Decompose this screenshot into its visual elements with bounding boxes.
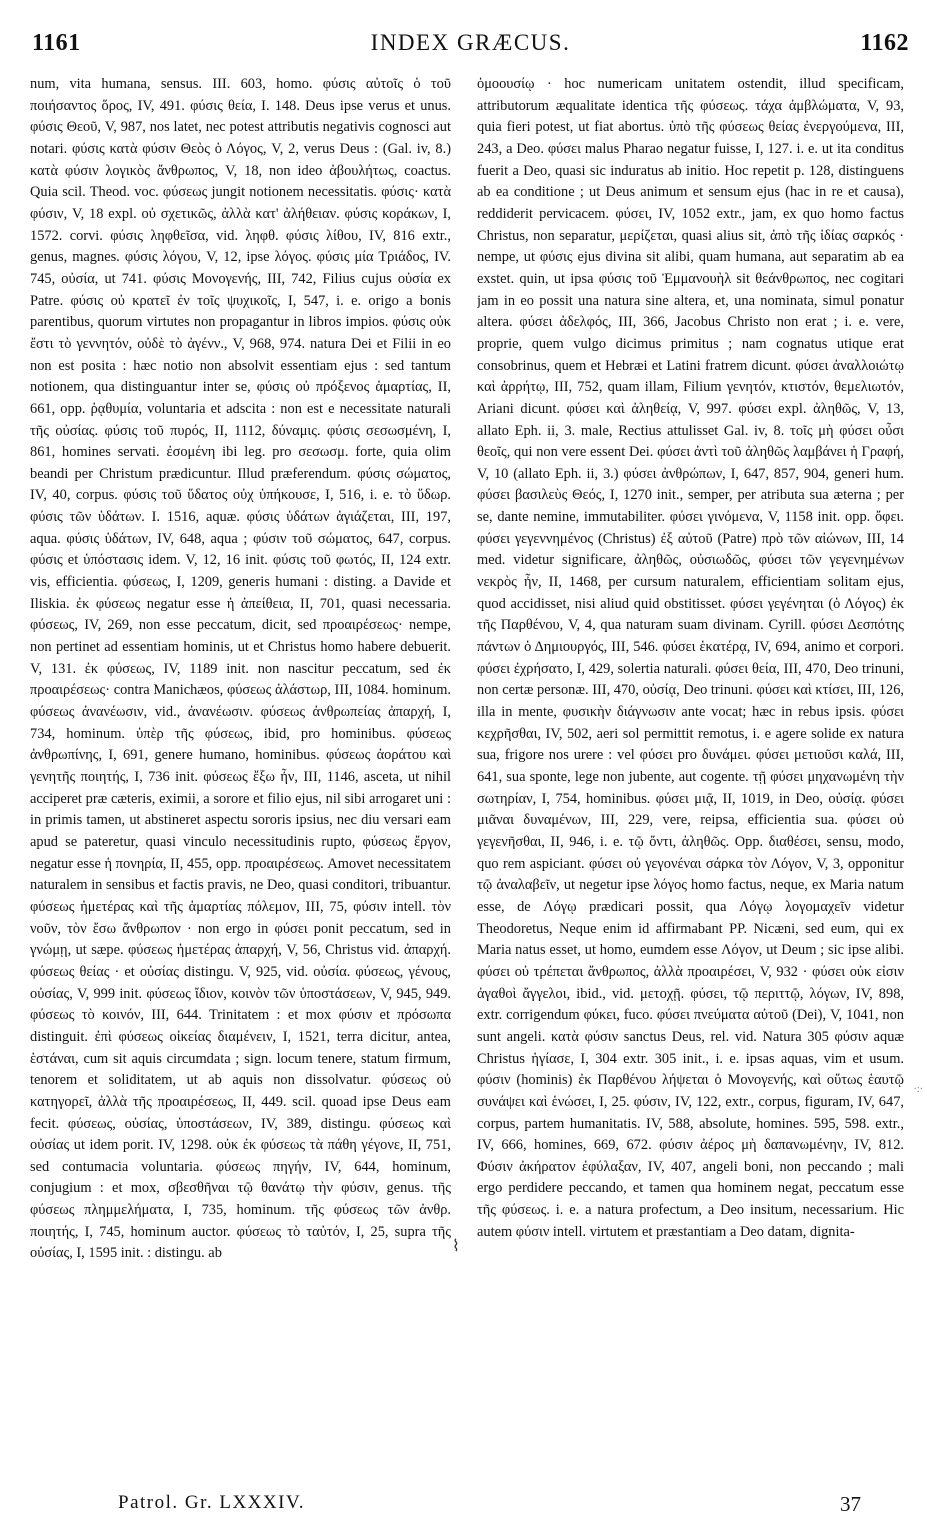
- left-column-text: num, vita humana, sensus. III. 603, homo. φύσις αὐτοῖς ὁ τοῦ ποιήσαντος ὅρος, IV, 491. φύσις θεία, I. 148. Deus ipse verus et unus. φύσις Θεοῦ, V, 987, nos latet, nec potest attributis negativis cognosci aut notari. φύσις κατὰ φύσιν Θεὸς ὁ Λόγος, V, 2, verus Deus : (Gal. iv, 8.) κατὰ φύσιν λογικὸς ἄνθρωπος, V, 18, non ideo ἀβουλήτως, coactus. Quia scil. Theod. voc. φύσεως jungit notionem necessitatis. φύσις· κατὰ φύσιν, V, 18 expl. οὐ σχετικῶς, ἀλλὰ κατ' ἀλήθειαν. φύσις κοράκων, I, 1572. corvi. φύσις ληφθεῖσα, vid. ληφθ. φύσις λίθου, IV, 816 extr., genus, magnes. φύσις λόγου, V, 12, ipse λόγος. φύσις μία Τριάδος, IV. 745, οὐσία, ut 741. φύσις Μονογενής, III, 742, Filius cujus οὐσία ex Patre. φύσις οὐ κρατεῖ ἐν τοῖς ψυχικοῖς, I, 547, i. e. origo a bonis parentibus, quorum virtutes non propagantur in libros impios. φύσις οὐκ ἔστι τὸ γεννητόν, οὐδὲ τὸ ἀγένν., V, 968, 974. natura Dei et Filii in eo non est posita : hæc notio non absolvit essentiam ejus : sed tantum notionem, qua distinguantur inter se, φύσις οὐ πρόξενος ἁμαρτίας, II, 661, opp. ῥᾳθυμία, voluntaria et adscita : non est e necessitate naturali τῆς οὐσίας. φύσις τοῦ πυρός, II, 1112, δύναμις. φύσις σεσωσμένη, I, 861, homines servati. ἐσομένη ibi leg. pro σεσωσμ. forte, quia olim beandi per Christum prædicuntur. Illud præferendum. φύσις σώματος, IV, 40, corpus. φύσις τοῦ ὕδατος οὐχ ὑπήκουσε, I, 516, i. e. τὸ ὕδωρ. φύσις τῶν ὑδάτων. I. 1516, aquæ. φύσις ὑδάτων ἁγιάζεται, III, 197, aqua. φύσις ὑδάτων, IV, 648, aqua ; φύσιν τοῦ σώματος, 647, corpus. φύσις et ὑπόστασις idem. V, 12, 16 init. φύσις τοῦ φωτός, II, 124 extr. vis, efficientia. φύσεως, I, 1209, generis humani : disting. a Davide et Iliskia. ἐκ φύσεως negatur esse ἡ ἀπείθεια, II, 701, quasi necessaria. φύσεως, IV, 269, non esse peccatum, dicit, sed προαιρέσεως· nempe, non pertinet ad essentiam hominis, ut et Christus homo habere debuerit. V, 131. ἐκ φύσεως, IV, 1189 init. non nascitur peccatum, sed ἐκ προαιρέσεως· contra Manichæos, φύσεως ἀλάστωρ, III, 1084. hominum. φύσεως ἀνανέωσιν, vid., ἀνανέωσιν. φύσεως ἀνθρωπείας ἀπαρχή, I, 734, hominum. ὑπὲρ τῆς φύσεως, ibid, pro hominibus. φύσεως ἀνθρωπίνης, I, 691, genere humano, hominibus. φύσεως ἀοράτου καὶ γενητῆς ποιητής, I, 736 init. φύσεως ἔξω ἦν, III, 1146, asceta, ut nihil acciperet præ cæteris, eximii, a sorore et filio ejus, nil sibi arrogaret uni : in primis tamen, ut abstineret aspectu sororis ipsius, nec diu versari eam apud se pateretur, quasi vinculo necessitudinis rupto, φύσεως ἔργον, negatur esse ἡ πονηρία, II, 455, opp. προαιρέσεως. Amovet necessitatem naturalem in sensibus et factis pravis, ne Deo, quasi conditori, tribuantur. φύσεως ἡμετέρας καὶ τῆς ἁμαρτίας πόλεμον, III, 75, φύσιν intell. τὸν νοῦν, τὸν ἔσω ἄνθρωπον · non ergo in φύσει ponit peccatum, sed in γνώμῃ, ut sæpe. φύσεως ἡμετέρας ἀπαρχή, V, 56, Christus vid. ἀπαρχή. φύσεως θείας · et οὐσίας distingu. V, 925, vid. οὐσία. φύσεως, γένους, οὐσίας, V, 999 init. φύσεως ἴδιον, κοινὸν τῶν ὑποστάσεων, V, 945, 949. φύσεως τὸ κοινόν, III, 644. Trinitatem : et mox φύσιν et πρόσωπα distinguit. ἐπὶ φύσεως οἰκείας διαμένειν, I, 1521, terra dicitur, antea, ἑστάναι, cum sit aquis circumdata ; sign. locum tenere, statum firmum, tenorem et soliditatem, ut ab aquis non dissolvatur. φύσεως οὐ κατηγορεῖ, ἀλλὰ τῆς προαιρέσεως, II, 449. scil. quoad ipse Deus eam fecit. φύσεως, οὐσίας, ὑποστάσεων, IV, 389, distingu. φύσεως καὶ οὐσίας ut idem porit. IV, 1298. οὐκ ἐκ φύσεως τὰ πάθη γέγονε, II, 751, sed contumacia voluntaria. φύσεως πηγήν, IV, 644, hominum, conjugium : et mox, σβεσθῆναι τῷ θανάτῳ τὴν φύσιν, genus. τῆς φύσεως πλημμελήματα, I, 735, hominum. τῆς φύσεως τῶν ἀνθρ. ποιητής, I, 745, hominum auctor. φύσεως τὸ ταὐτόν, I, 25, supra τῆς οὐσίας, I, 1595 init. : distingu. ab: [30, 76, 451, 1262]
- right-column: [477, 74, 904, 1476]
- column-number-right: 1162: [860, 30, 909, 56]
- footer-signature: Patrol. Gr. LXXXIV.: [118, 1492, 306, 1513]
- left-column: [30, 74, 451, 1476]
- column-number-left: 1161: [32, 30, 81, 56]
- page-footer: [32, 1492, 909, 1522]
- margin-dots: ·:·: [913, 1084, 923, 1095]
- margin-bracket-mark: ⌇: [452, 1238, 460, 1255]
- page-title: INDEX GRÆCUS.: [370, 30, 571, 55]
- running-header: [32, 30, 909, 64]
- sheet-number: 37: [840, 1492, 861, 1516]
- right-column-text: ὁμοουσίῳ · hoc numericam unitatem ostendit, illud specificam, attributorum æqualitate identica τῆς φύσεως. τάχα ἀμβλώματα, V, 93, quia fieri potest, ut fiat abortus. ὑπὸ τῆς φύσεως θείας ἐνεργούμενα, III, 243, a Deo. φύσει malus Pharao negatur fuisse, I, 127. i. e. ut ita conditus fuerit a Deo, quasi sic induratus ab initio. Hoc repetit p. 128, distinguens ab ea conditione ; ut Deus animum et sensum ejus (hac in re et causa), reddiderit pervicacem. φύσει, IV, 1052 extr., jam, ex quo homo factus Christus, non separatur, μερίζεται, quasi alius sit, ἀπὸ τῆς ἰδίας σαρκός · nempe, ut φύσις ejus divina sit alibi, quam humana, aut separatim ab ea exstet. quin, ut ipsa φύσις τοῦ Ἐμμανουὴλ sit θεάνθρωπος, nec cogitari jam in eo possit una natura sine altera, et, una nominata, simul ponatur altera. φύσει ἀδελφός, III, 366, Jacobus Christo non erat ; i. e. vere, proprie, quem vulgo dicimus primitus ; nam cognatus utique erat consobrinus, quem et Hebræi et Latini fratrem dicunt. φύσει ἀναλλοιώτῳ καὶ ἀρρήτῳ, III, 752, quam illam, Filium γενητόν, κτιστόν, θεμελιωτόν, Ariani dicunt. φύσει καὶ ἀληθείᾳ, V, 997. φύσει expl. ἀληθῶς, V, 13, allato Eph. ii, 3. male, Rectius attulisset Gal. iv, 8. τοῖς μὴ φύσει οὖσι θεοῖς, qui non vere essent Dei. φύσει ἀντὶ τοῦ ἀληθῶς λαμβάνει ἡ Γραφή, V, 10 (allato Eph. ii, 3.) φύσει ἀνθρώπων, I, 647, 857, 904, generi hum. φύσει βασιλεὺς Θεός, I, 1270 init., semper, per atributa sua æterna ; per se, dante nemine, immutabiliter. φύσει γινόμενα, V, 1158 init. opp. ὄφει. φύσει γεγεννημένος (Christus) ἐξ αὐτοῦ (Patre) πρὸ τῶν αἰώνων, III, 14 med. videtur significare, ἀληθῶς, οὐσιωδῶς, φύσει τῶν γεγενημένων νεκρὸς ἦν, II, 1468, per cursum naturalem, efficientiam solitam ejus, quod accidisset, nisi aliud quid obstitisset. φύσει γεγένηται (ὁ Λόγος) ἐκ τῆς Παρθένου, V, 4, qua naturam suam divinam. Cyrill. φύσει Δεσπότης πάντων ὁ Δημιουργός, III, 546. φύσει ἑκατέρᾳ, IV, 694, animo et corpori. φύσει ἐχρήσατο, I, 429, solertia naturali. φύσει θεία, III, 470, Deo trinuni, non certæ personæ. III, 470, οὐσίᾳ, Deo trinuni. φύσει καὶ κτίσει, III, 126, illa in mente, φυσικὴν διάγνωσιν ante vocat; hæc in rebus ipsis. φύσει κεχρῆσθαι, IV, 502, aeri sol permittit remotus, i. e agere solide ex natura sua, frigore nos urere : vel φύσει pro δυνάμει. φύσει μετιοῦσι καλά, III, 641, sua sponte, lege non jubente, aut cogente. τῇ φύσει μηχανωμένη τὴν σωτηρίαν, I, 754, hominibus. φύσει μιᾷ, II, 1019, in Deo, οὐσίᾳ. φύσει μιᾶναι δυναμένων, III, 229, vere, reipsa, efficientia sua. φύσει οὐ γεγενῆσθαι, II, 946, i. e. τῷ ὄντι, ἀληθῶς. Opp. διαθέσει, sensu, modo, quo rem aspiciant. φύσει οὐ γεγονέναι σάρκα τὸν Λόγον, V, 3, opponitur τῷ ἀναλαβεῖν, ut negetur ipse λόγος homo factus, neque, ex Maria natum esse, de Λόγῳ prædicari possit, qua Λόγῳ λογομαχεῖν videtur Theodoretus, Neque enim id affirmabant PP. Nicæni, sed eum, qui ex Maria natus esset, ut homo, eumdem esse Λόγον, ut Deum ; sic ipse alibi. φύσει οὐ τρέπεται ἄνθρωπος, ἀλλὰ προαιρέσει, V, 932 · φύσει οὐκ εἰσιν ἀγαθοὶ ἄγγελοι, ibid., vid. μετοχῇ. φύσει, τῷ περιττῷ, λόγων, IV, 898, extr. corrigendum φύκει, fuco. φύσει πνεύματα αὐτοῦ (Dei), V, 1041, non sunt angeli. κατὰ φύσιν sanctus Deus, rel. vid. Natura 305 φύσιν aquæ Christus ἡγίασε, I, 304 extr. 305 init., i. e. ipsas aquas, vim et usum. φύσιν (hominis) ἐκ Παρθένου λήψεται ὁ Μονογενής, καὶ οὕτως ἑαυτῷ συνάψει καὶ ἑνώσει, I, 25. φύσιν, IV, 122, extr., corpus, figuram, IV, 647, corpus, partem humanitatis. IV, 588, absolute, homines. 595, 598. extr., IV, 666, homines, 669, 672. φύσιν ἀέρος μὴ δαπανωμένην, IV, 812. Φύσιν ἀκήρατον ἐφύλαξαν, IV, 407, angeli boni, non peccando ; mali ergo perdidere peccando, et tamen qua hominem negat, peccatum esse τῆς φύσεως. i. e. a natura profectum, a Deo insitum, necessarium. Hic autem φύσιν intell. virtutem et præstantiam a Deo datam, dignita-: [477, 76, 904, 1240]
